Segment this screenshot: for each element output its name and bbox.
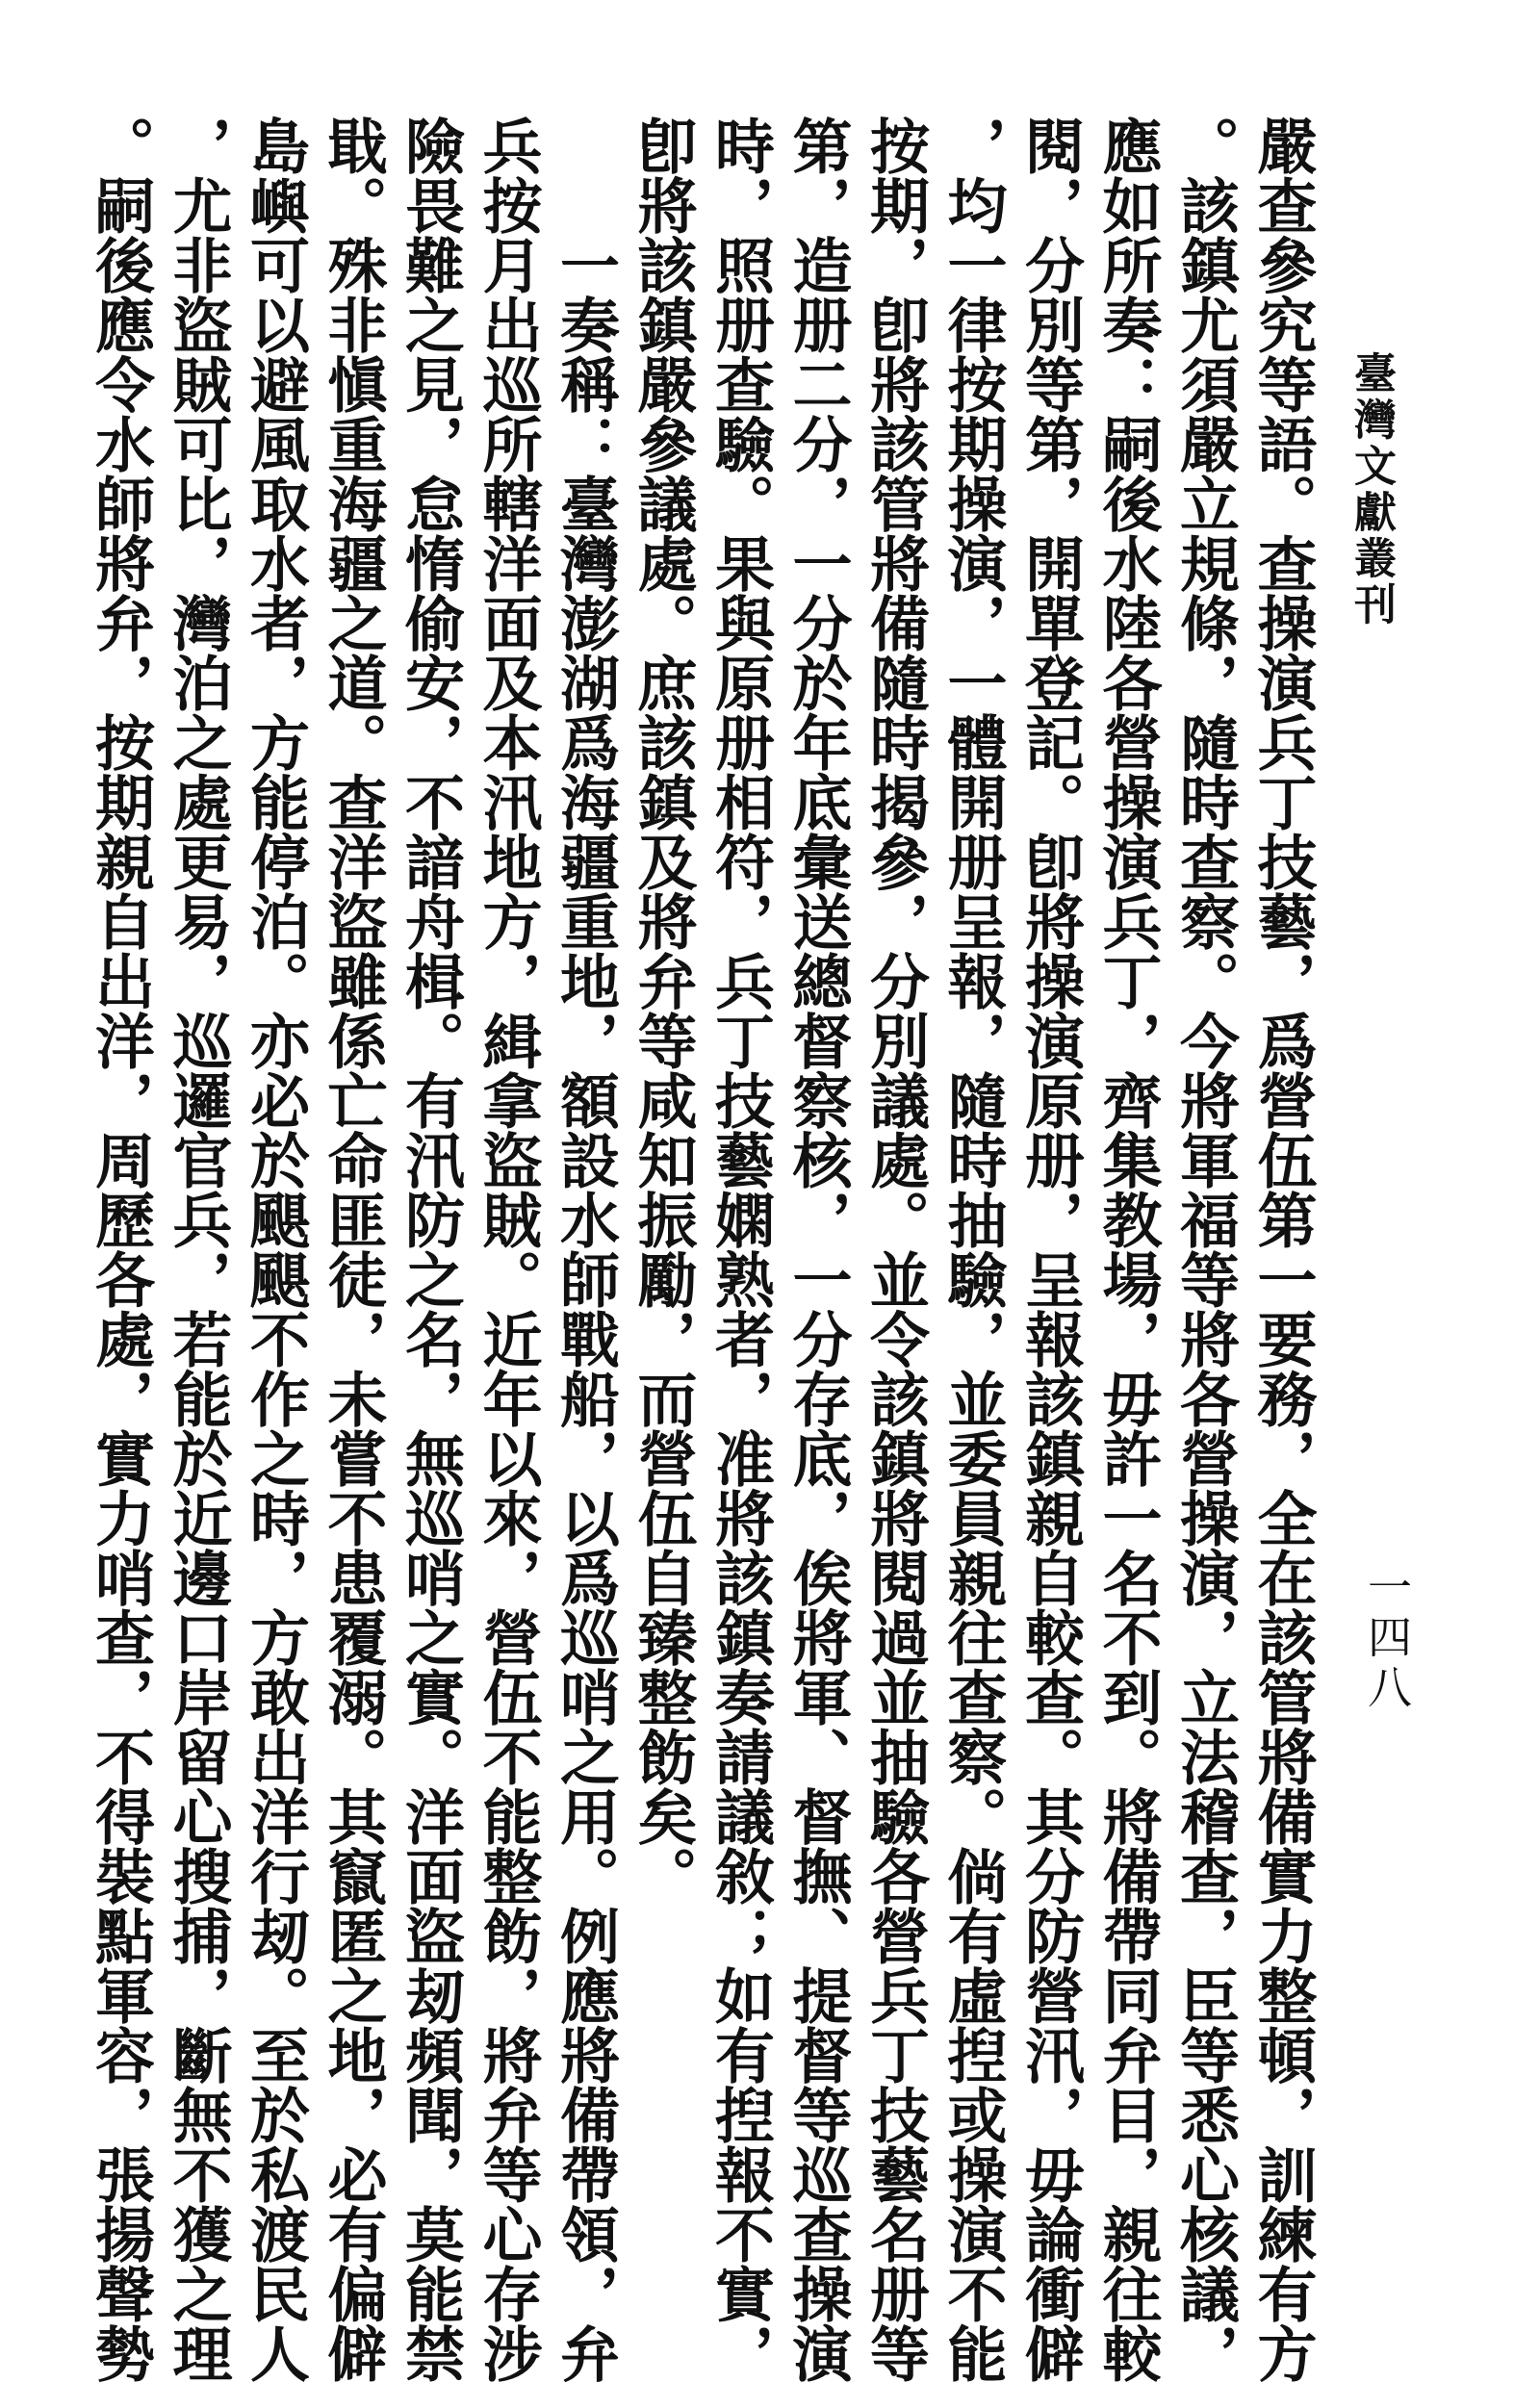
text-column: 險畏難之見，怠惰偷安，不諳舟楫。有汛防之名，無巡哨之實。洋面盜刼頻聞，莫能禁 (395, 115, 466, 2383)
text-column: 時，照册查驗。果與原册相符，兵丁技藝嫻熟者，准將該鎮奏請議敘；如有揑報不實， (705, 115, 776, 2383)
text-column: ，均一律按期操演，一體開册呈報，隨時抽驗，並委員親往查察。倘有虛揑或操演不能 (937, 115, 1008, 2383)
text-column: 按期，卽將該管將備隨時揭參，分別議處。並令該鎮將閱過並抽驗各營兵丁技藝名册等 (860, 115, 931, 2383)
text-column: 兵按月出巡所轄洋面及本汛地方，緝拿盜賊。近年以來，營伍不能整飭，將弁等心存涉 (473, 115, 543, 2383)
text-column: 。該鎮尤須嚴立規條，隨時查察。今將軍福等將各營操演，立法稽查，臣等悉心核議， (1169, 115, 1241, 2383)
text-column: ，尤非盜賊可比，灣泊之處更易，巡邏官兵，若能於近邊口岸留心搜捕，斷無不獲之理 (163, 115, 233, 2383)
text-column: 閱，分別等第，開單登記。卽將操演原册，呈報該鎮親自較查。其分防營汛，毋論衝僻 (1014, 115, 1086, 2383)
text-column: 戢。殊非愼重海疆之道。查洋盜雖係亡命匪徒，未嘗不患覆溺。其竄匿之地，必有偏僻 (318, 115, 388, 2383)
text-column: 卽將該鎮嚴參議處。庶該鎮及將弁等咸知振勵，而營伍自臻整飭矣。 (628, 115, 698, 1906)
text-column: 第，造册二分，一分於年底彙送總督察核，一分存底，俟將軍、督撫、提督等巡查操演 (783, 115, 853, 2383)
text-column: 嚴查參究等語。查操演兵丁技藝，爲營伍第一要務，全在該管將備實力整頓，訓練有方 (1247, 115, 1318, 2383)
text-column: 應如所奏：嗣後水陸各營操演兵丁，齊集教場，毋許一名不到。將備帶同弁目，親往較 (1092, 115, 1163, 2383)
text-column: 。嗣後應令水師將弁，按期親自出洋，周歷各處，實力哨查，不得裝點軍容，張揚聲勢 (85, 115, 156, 2383)
body-text (81, 115, 1321, 2383)
running-header-title: 臺灣文獻叢刊 (1347, 351, 1396, 628)
text-column: 島嶼可以避風取水者，方能停泊。亦必於颶颶不作之時，方敢出洋行刼。至於私渡民人 (240, 115, 311, 2383)
page-number: 一四八 (1361, 1564, 1413, 1714)
text-column-paragraph-start: 一奏稱：臺灣澎湖爲海疆重地，額設水師戰船，以爲巡哨之用。例應將備帶領，弁 (550, 235, 621, 2383)
